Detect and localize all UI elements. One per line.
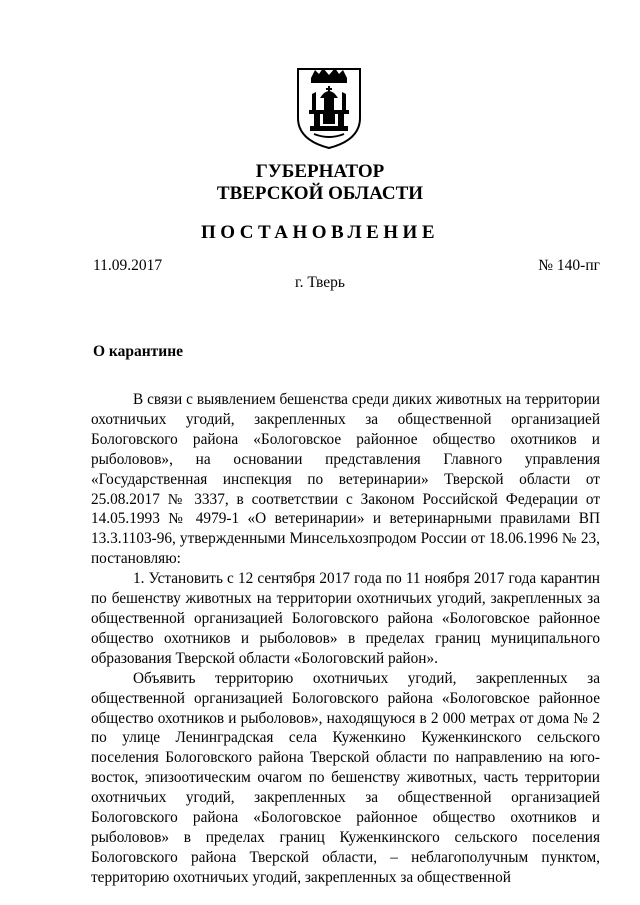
coat-of-arms-icon [294,66,364,150]
document-type-title: ПОСТАНОВЛЕНИЕ [200,222,440,243]
authority-title-line2: ТВЕРСКОЙ ОБЛАСТИ [216,183,424,204]
document-number: № 140-пг [538,257,600,274]
document-city: г. Тверь [295,274,345,291]
body-paragraph: В связи с выявлением бешенства среди диких животных на территории охотничьих угодий, закрепленных за общественной организацией Бологовского района «Бологовское районное общество охотников и рыболовов», на основании представления Главного управления «Государственная инспекция по ветеринарии» Тверской области от 25.08.2017 № 3337, в соответствии с Законом Российской Федерации от 14.05.1993 № 4979-1 «О ветеринарии» и ветеринарными правилами ВП 13.3.1103-96, утвержденными Минсельхозпродом России от 18.06.1996 № 23, постановляю: [91,391,600,568]
document-date: 11.09.2017 [93,257,163,274]
document-subject: О карантине [93,343,184,360]
tver-coat-of-arms-icon [294,66,364,150]
body-paragraph: Объявить территорию охотничьих угодий, закрепленных за общественной организацией Бологовского района «Бологовское районное общество охотников и рыболовов», находящуюся в 2 000 метрах от дома № 2 по улице Ленинградская села Куженкино Куженкинского сельского поселения Бологовского района Тверской области по направлению на юго-восток, эпизоотическим очагом по бешенству животных, часть территории охотничьих угодий, закрепленных за общественной организацией Бологовского района «Бологовское районное общество охотников и рыболовов» в пределах границ Куженкинского сельского поселения Бологовского района Тверской области, – неблагополучным пунктом, территорию охотничьих угодий, закрепленных за общественной [91,669,600,886]
document-body [91,390,600,888]
authority-title-line1: ГУБЕРНАТОР [255,161,385,182]
body-paragraph: 1. Установить с 12 сентября 2017 года по 11 ноября 2017 года карантин по бешенству животных на территории охотничьих угодий, закрепленных за общественной организацией Бологовского района «Бологовское районное общество охотников и рыболовов» в пределах границ муниципального образования Тверской области «Бологовский район». [91,570,600,667]
